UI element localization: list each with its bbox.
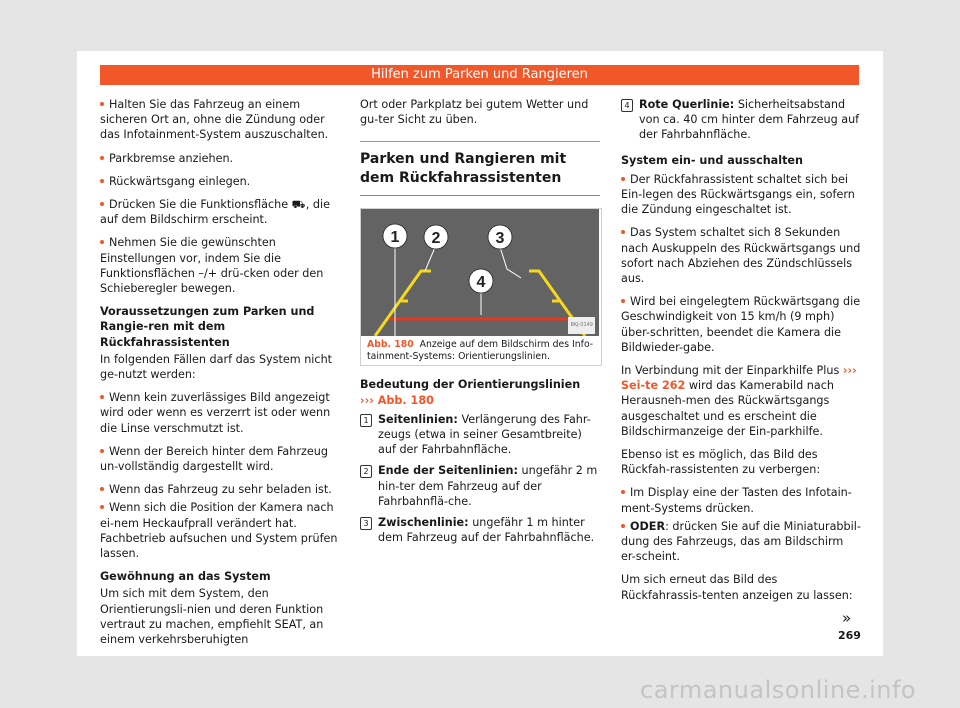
column-3 [621, 97, 861, 611]
heading-voraussetzungen: Voraussetzungen zum Parken und Rangie-ren mit dem Rückfahrassistenten [100, 305, 315, 349]
heading-system: System ein- und ausschalten [621, 153, 803, 167]
page-number: 269 [838, 629, 861, 642]
bullet-item: Nehmen Sie die gewünschten Einstellungen vor, indem Sie die Funktionsflächen –/+ drü-cken oder den Schieberegler bewegen. [100, 236, 324, 296]
bullet-icon [100, 505, 104, 509]
bullet-icon [100, 156, 104, 160]
bullet-item: Im Display eine der Tasten des Infotain-ment-Systems drücken. [621, 486, 852, 515]
gewoehnung-text: Um sich mit dem System, den Orientierungsli-nien und deren Funktion vertraut zu machen, empfiehlt SEAT, an einem verkehrsberuhigten [100, 587, 324, 647]
page-reference-link[interactable]: ››› Sei-te 262 [621, 364, 857, 393]
legend-number: 4 [621, 99, 633, 112]
bullet-icon [100, 449, 104, 453]
bullet-icon [621, 230, 625, 234]
bullet-item: Halten Sie das Fahrzeug an einem sicheren Ort an, ohne die Zündung oder das Infotainment-System auszuschalten. [100, 98, 329, 142]
hide-image-paragraph: Ebenso ist es möglich, das Bild des Rückfah-rassistenten zu verbergen: [621, 448, 821, 477]
marker-4 [469, 269, 493, 293]
figure-180 [360, 208, 602, 366]
bullet-icon [621, 299, 625, 303]
continued-text: Ort oder Parkplatz bei gutem Wetter und gu-ter Sicht zu üben. [360, 98, 589, 127]
legend-item-3: 3 Zwischenlinie: ungefähr 1 m hinter dem Fahrzeug auf der Fahrbahnfläche. [360, 515, 600, 545]
bullet-icon [100, 395, 104, 399]
bullet-icon [621, 177, 625, 181]
bullet-item: Das System schaltet sich 8 Sekunden nach Auskuppeln des Rückwärtsgangs und sofort nach Abziehen des Zündschlüssels aus. [621, 226, 861, 286]
marker-2 [424, 225, 448, 249]
bullet-item: Wird bei eingelegtem Rückwärtsgang die Geschwindigkeit von 15 km/h (9 mph) über-schritten, beendet die Kamera die Bildwieder-gabe. [621, 295, 861, 354]
bullet-item: Parkbremse anziehen. [100, 151, 342, 166]
watermark: carmanualsonline.info [640, 676, 917, 704]
continue-arrow-icon: » [842, 609, 852, 627]
bullet-item: Der Rückfahrassistent schaltet sich bei Ein-legen des Rückwärtsgangs ein, sofern die Zündung eingeschaltet ist. [621, 172, 855, 217]
section-title: Parken und Rangieren mit dem Rückfahrassistenten [360, 151, 567, 187]
marker-3 [488, 225, 512, 249]
bullet-item: Wenn das Fahrzeug zu sehr beladen ist. [100, 482, 342, 497]
camera-display-image [361, 209, 599, 336]
bullet-icon [100, 487, 104, 491]
column-1 [100, 97, 342, 655]
marker-3-label: 3 [495, 230, 505, 248]
section-title-rule [360, 195, 600, 196]
marker-1 [383, 224, 407, 248]
bullet-icon [100, 179, 104, 183]
figure-caption [361, 336, 601, 363]
bullet-icon [100, 240, 104, 244]
intro-text: In folgenden Fällen darf das System nicht ge-nutzt werden: [100, 352, 333, 382]
bullet-item: Wenn kein zuverlässiges Bild angezeigt wird oder wenn es verzerrt ist oder wenn die Linse verschmutzt ist. [100, 391, 331, 435]
einparkhilfe-paragraph: In Verbindung mit der Einparkhilfe Plus ››› Sei-te 262 wird das Kamerabild nach Herausneh-men des Rückwärtsgangs ausgeschaltet und es erscheint die Bildschirmanzeige der Ein-parkhilfe. [621, 364, 857, 438]
bullet-icon [100, 102, 104, 106]
bullet-icon [621, 490, 625, 494]
heading-bedeutung: Bedeutung der Orientierungslinien ››› Abb. 180 [360, 378, 581, 407]
page-header: Hilfen zum Parken und Rangieren [100, 65, 859, 85]
bullet-item: Wenn sich die Position der Kamera nach ei-nem Heckaufprall verändert hat. Fachbetrieb aufsuchen und System prüfen lassen. [100, 501, 338, 561]
legend-item-4: 4 Rote Querlinie: Sicherheitsabstand von ca. 40 cm hinter dem Fahrzeug auf der Fahrbahnfläche. [621, 97, 861, 143]
section-divider [360, 141, 600, 142]
marker-2-label: 2 [431, 230, 441, 248]
column-2 [360, 97, 600, 551]
legend-number: 2 [360, 465, 372, 478]
legend-number: 3 [360, 517, 372, 530]
figure-caption-text: Anzeige auf dem Bildschirm des Info-tainment-Systems: Orientierungslinien. [367, 339, 594, 363]
bullet-icon [100, 202, 104, 206]
bullet-item: Drücken Sie die Funktionsfläche ⛟, die auf dem Bildschirm erscheint. [100, 198, 330, 227]
heading-gewoehnung: Gewöhnung an das System [100, 570, 271, 584]
bullet-icon [621, 524, 625, 528]
show-image-paragraph: Um sich erneut das Bild des Rückfahrassis-tenten anzeigen zu lassen: [621, 573, 853, 602]
marker-4-label: 4 [476, 274, 486, 292]
bullet-item: ODER: drücken Sie auf die Miniaturabbil-dung des Fahrzeugs, das am Bildschirm er-scheint. [621, 519, 861, 564]
figure-label: Abb. 180 [367, 339, 414, 351]
bullet-item: Rückwärtsgang einlegen. [100, 174, 342, 189]
marker-1-label: 1 [390, 229, 400, 247]
orientation-lines-drawing [361, 209, 599, 336]
legend-number: 1 [360, 414, 372, 427]
figure-reference-link[interactable]: ››› Abb. 180 [360, 393, 434, 407]
figure-code: BKJ-0149 [568, 317, 595, 334]
legend-item-1: 1 Seitenlinien: Verlängerung des Fahr-zeugs (etwa in seiner Gesamtbreite) auf der Fahrbahnfläche. [360, 412, 600, 458]
legend-item-2: 2 Ende der Seitenlinien: ungefähr 2 m hin-ter dem Fahrzeug auf der Fahrbahnflä-che. [360, 463, 600, 509]
bullet-item: Wenn der Bereich hinter dem Fahrzeug un-vollständig dargestellt wird. [100, 444, 328, 474]
